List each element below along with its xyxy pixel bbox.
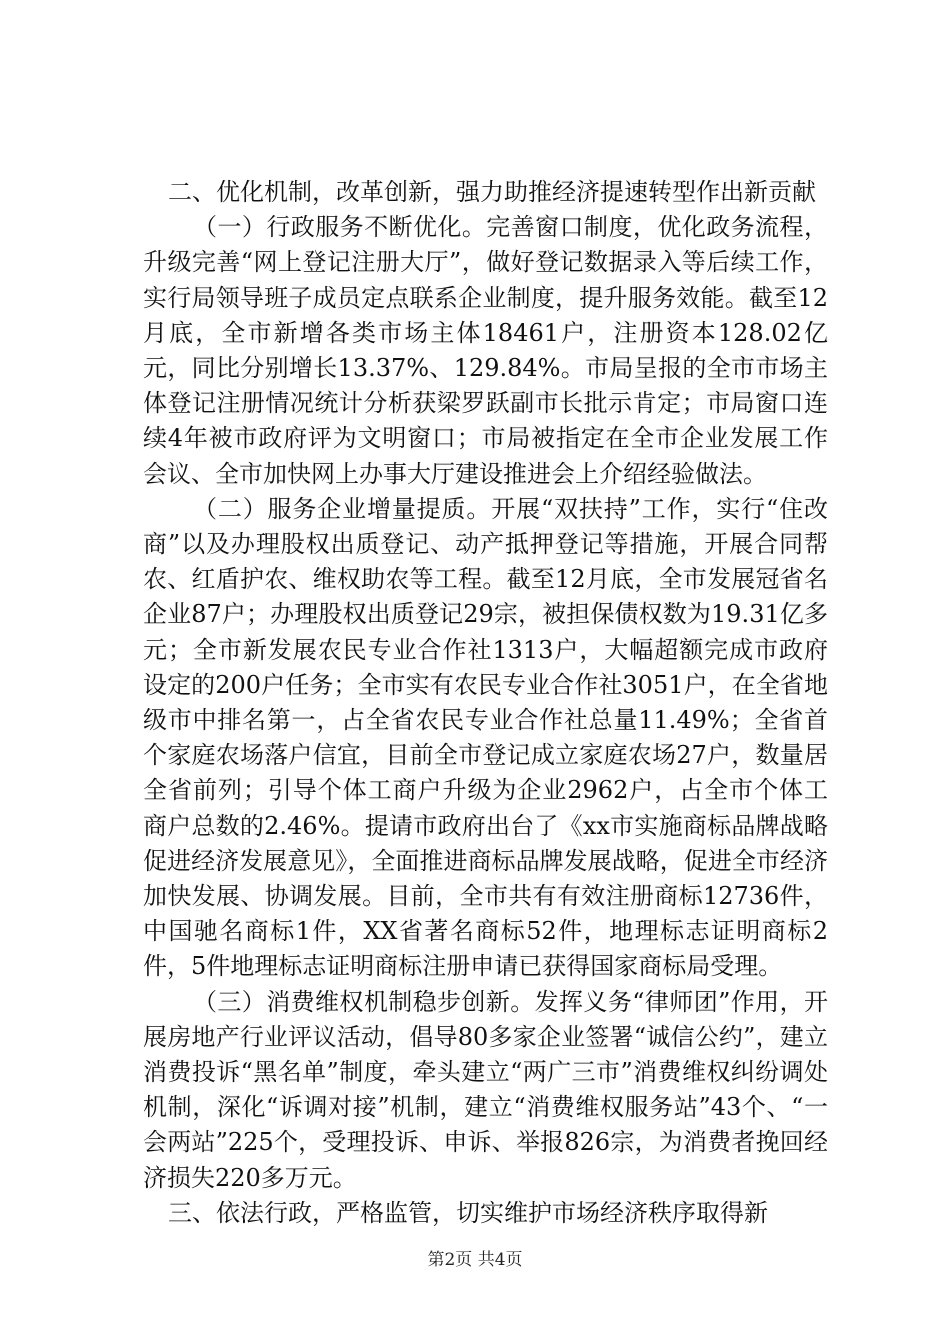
page-number-footer: 第2页 共4页	[427, 1250, 523, 1270]
section-heading-3: 三、依法行政，严格监管，切实维护市场经济秩序取得新	[168, 1198, 768, 1227]
paragraph-enterprise-service: （二）服务企业增量提质。开展“双扶持”工作，实行“住改商”以及办理股权出质登记、动产抵押登记等措施，开展合同帮农、红盾护农、维权助农等工程。截至12月底，全市发展冠省名企业87户；办理股权出质登记29宗，被担保债权数为19.31亿多元；全市新发展农民专业合作社1313户，大幅超额完成市政府设定的200户任务；全市实有农民专业合作社3051户，在全省地级市中排名第一，占全省农民专业合作社总量11.49%；全省首个家庭农场落户信宜，目前全市登记成立家庭农场27户，数量居全省前列；引导个体工商户升级为企业2962户，占全市个体工商户总数的2.46%。提请市政府出台了《xx市实施商标品牌战略促进经济发展意见》，全面推进商标品牌发展战略，促进全市经济加快发展、协调发展。目前，全市共有有效注册商标12736件，中国驰名商标1件，XX省著名商标52件，地理标志证明商标2件，5件地理标志证明商标注册申请已获得国家商标局受理。	[143, 494, 828, 981]
paragraph-consumer-rights: （三）消费维权机制稳步创新。发挥义务“律师团”作用，开展房地产行业评议活动，倡导80多家企业签署“诚信公约”，建立消费投诉“黑名单”制度，牵头建立“两广三市”消费维权纠纷调处机制，深化“诉调对接”机制，建立“消费维权服务站”43个、“一会两站”225个，受理投诉、申诉、举报826宗，为消费者挽回经济损失220多万元。	[143, 987, 828, 1192]
section-heading-2: 二、优化机制，改革创新，强力助推经济提速转型作出新贡献	[168, 178, 816, 206]
paragraph-admin-service: （一）行政服务不断优化。完善窗口制度，优化政务流程，升级完善“网上登记注册大厅”，做好登记数据录入等后续工作，实行局领导班子成员定点联系企业制度，提升服务效能。截至12月底，全市新增各类市场主体18461户，注册资本128.02亿元，同比分别增长13.37%、129.84%。市局呈报的全市市场主体登记注册情况统计分析获梁罗跃副市长批示肯定；市局窗口连续4年被市政府评为文明窗口；市局被指定在全市企业发展工作会议、全市加快网上办事大厅建设推进会上介绍经验做法。	[143, 213, 828, 488]
document-body	[143, 175, 828, 1231]
